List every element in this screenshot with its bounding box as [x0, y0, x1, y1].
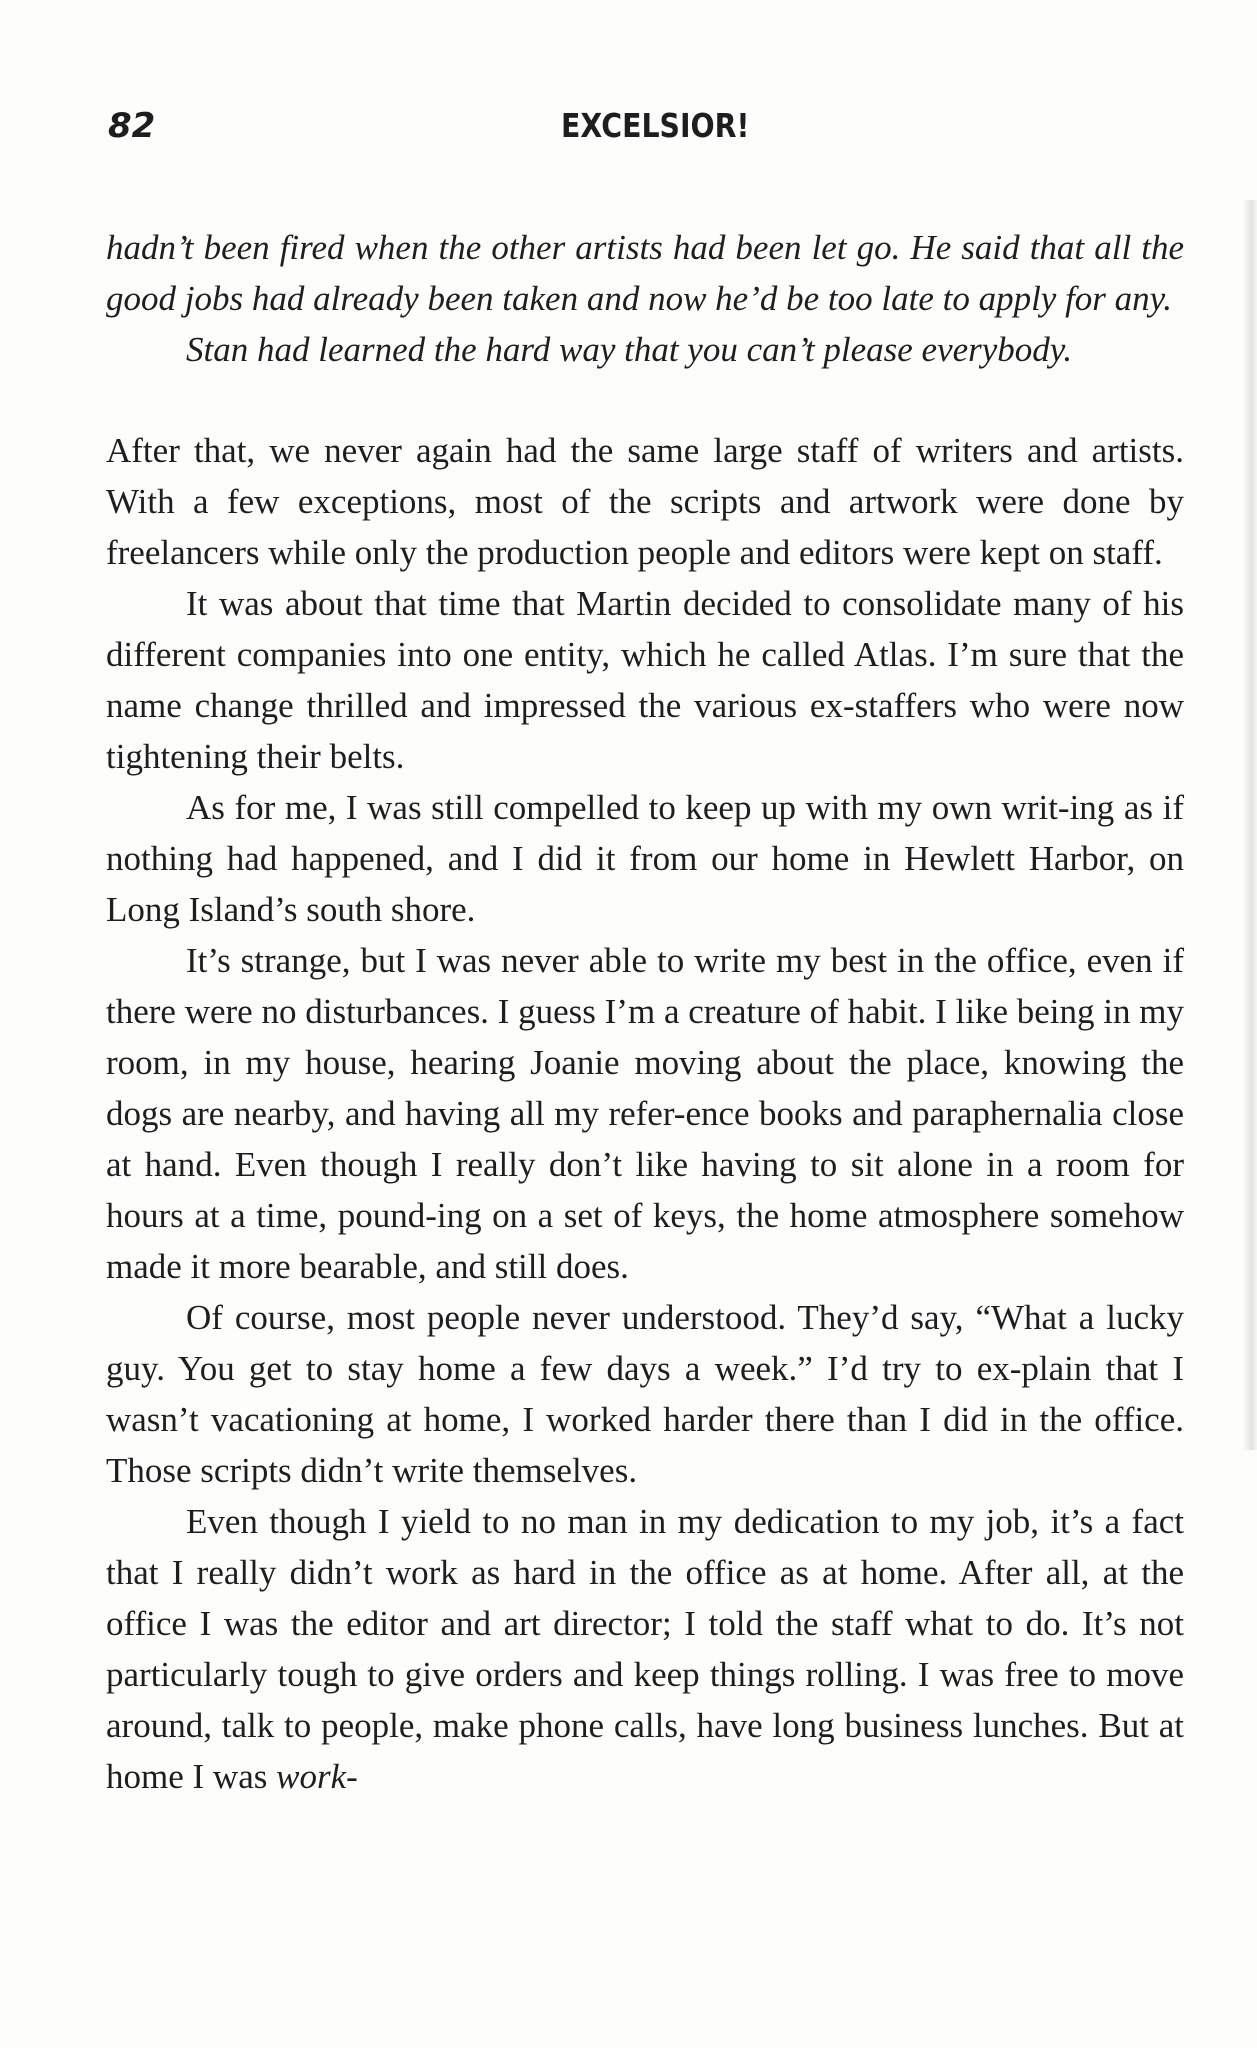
- paragraph-text: Even though I yield to no man in my dedication to my job, it’s a fact that I really didn’t work as hard in the office as at home. After all, at the office I was the editor and art director; I told the staff what to do. It’s not particularly tough to give orders and keep things rolling. I was free to move around, talk to people, make phone calls, have long business lunches. But at home I was: [106, 1502, 1184, 1796]
- paragraph: It was about that time that Martin decided to consolidate many of his different companies into one entity, which he called Atlas. I’m sure that the name change thrilled and impressed the various ex-staffers who were now tightening their belts.: [106, 584, 1184, 776]
- page-number: 82: [108, 106, 156, 146]
- body-text: [106, 222, 1184, 1802]
- italic-paragraph: Stan had learned the hard way that you can’t please everybody.: [186, 330, 1073, 369]
- paragraph: As for me, I was still compelled to keep up with my own writ-ing as if nothing had happened, and I did it from our home in Hewlett Harbor, on Long Island’s south shore.: [106, 788, 1184, 929]
- paragraph: Of course, most people never understood. They’d say, “What a lucky guy. You get to stay home a few days a week.” I’d try to ex-plain that I wasn’t vacationing at home, I worked harder there than I did in the office. Those scripts didn’t write themselves.: [106, 1298, 1184, 1490]
- paragraph: [106, 1496, 1184, 1802]
- page-header: [108, 106, 1188, 154]
- paragraph: It’s strange, but I was never able to write my best in the office, even if there were no disturbances. I guess I’m a creature of habit. I like being in my room, in my house, hearing Joanie moving about the place, knowing the dogs are nearby, and having all my refer-ence books and paraphernalia close at hand. Even though I really don’t like having to sit alone in a room for hours at a time, pound-ing on a set of keys, the home atmosphere somehow made it more bearable, and still does.: [106, 941, 1184, 1286]
- italic-word: work-: [276, 1757, 358, 1796]
- running-head: EXCELSIOR!: [561, 106, 750, 145]
- paragraph: After that, we never again had the same large staff of writers and artists. With a few exceptions, most of the scripts and artwork were done by freelancers while only the production people and editors were kept on staff.: [106, 431, 1184, 572]
- page-edge-shadow: [1243, 200, 1257, 1450]
- italic-paragraph: hadn’t been fired when the other artists had been let go. He said that all the good jobs had already been taken and now he’d be too late to apply for any.: [106, 228, 1184, 318]
